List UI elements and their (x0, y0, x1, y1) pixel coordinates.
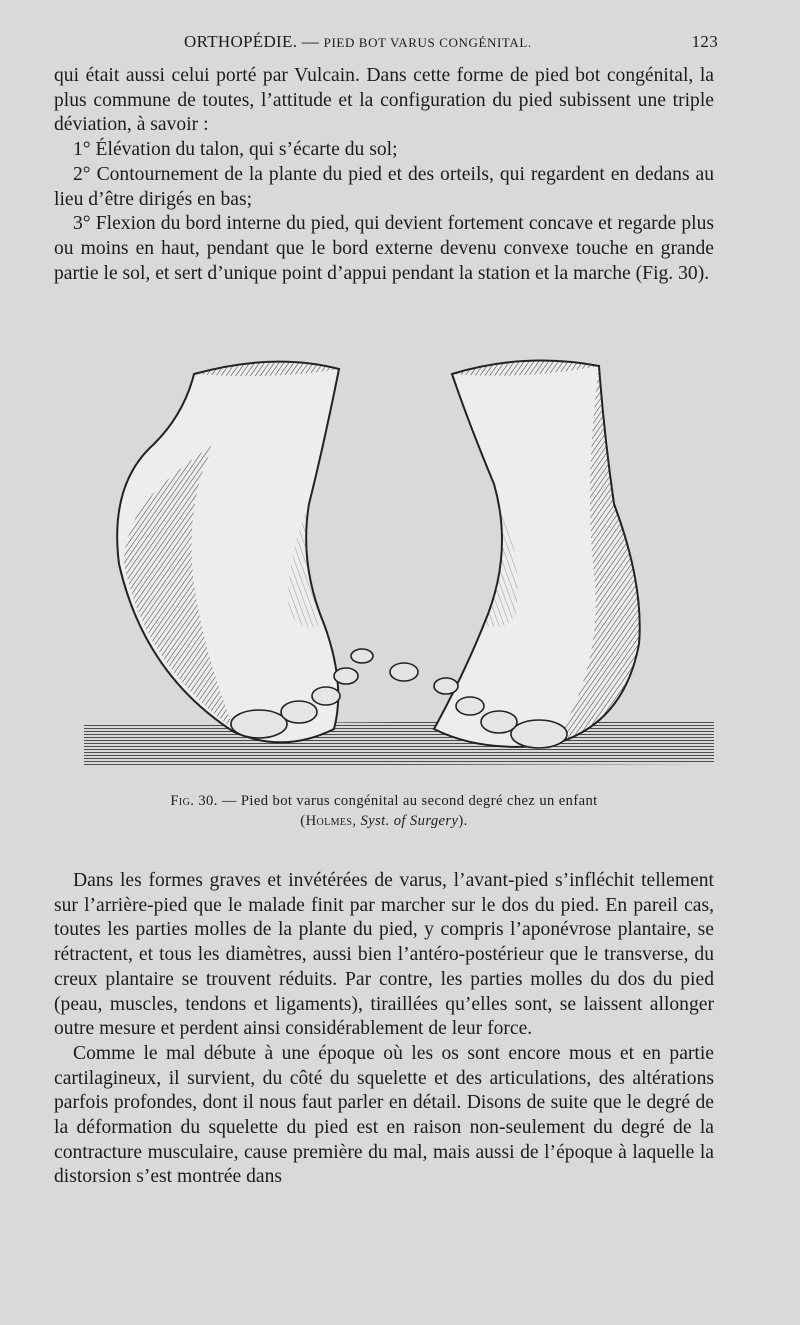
list-item: 1° Élévation du talon, qui s’écarte du sol; (73, 139, 398, 161)
clubfoot-engraving (84, 334, 714, 774)
list-item: 3° Flexion du bord interne du pied, qui devient fortement concave et regarde plus ou moins en haut, pendant que le bord externe devenu convexe touche en grande partie le sol, et sert d’unique point d’appui pendant la station et la marche (Fig. 30). (54, 213, 714, 284)
text-block-bottom (54, 869, 714, 1190)
list-item: 2° Contournement de la plante du pied et des orteils, qui regardent en dedans au lieu d’être dirigés en bas; (54, 163, 714, 210)
paragraph: Comme le mal débute à une époque où les os sont encore mous et en partie cartilagineux, il survient, du côté du squelette et des articulations, des altérations parfois profondes, dont il nous faut parler en détail. Disons de suite que le degré de la déformation du squelette du pied est en raison non-seulement du degré de la contracture musculaire, cause première du mal, mais aussi de l’époque à laquelle la distorsion s’est montrée dans (54, 1042, 714, 1188)
caption-text: — Pied bot varus congénital au second degré chez un enfant (221, 793, 598, 809)
paragraph: Dans les formes graves et invétérées de varus, l’avant-pied s’infléchit tellement sur l’arrière-pied que le malade finit par marcher sur le dos du pied. En pareil cas, toutes les parties molles de la plante du pied, y compris l’aponévrose plantaire, se rétractent, et tous les diamètres, aussi bien l’antéro-postérieur que le transverse, du creux plantaire se trouvent réduits. Par contre, les parties molles du dos du pied (peau, muscles, tendons et ligaments), tiraillées qu’elles sont, se laissent allonger outre mesure et perdent ainsi considérablement de leur force. (54, 870, 714, 1040)
paragraph: qui était aussi celui porté par Vulcain. Dans cette forme de pied bot congénital, la plus commune de toutes, l’attitude et la configuration du pied subissent une triple déviation, à savoir : (54, 65, 714, 136)
page-number: 123 (691, 32, 718, 51)
caption-author: Holmes (305, 813, 353, 829)
caption-work: Syst. of Surgery (360, 813, 459, 829)
text-block-top (54, 64, 714, 286)
figure-caption: Fig. 30. — Pied bot varus congénital au second degré chez un enfant (Holmes, Syst. of Surgery). (170, 793, 598, 829)
figure-label: Fig. 30. (170, 793, 218, 809)
running-title-main: ORTHOPÉDIE. — (184, 32, 320, 51)
running-title (184, 32, 532, 52)
running-title-sub: PIED BOT VARUS CONGÉNITAL. (323, 35, 532, 50)
figure-illustration (84, 334, 714, 774)
